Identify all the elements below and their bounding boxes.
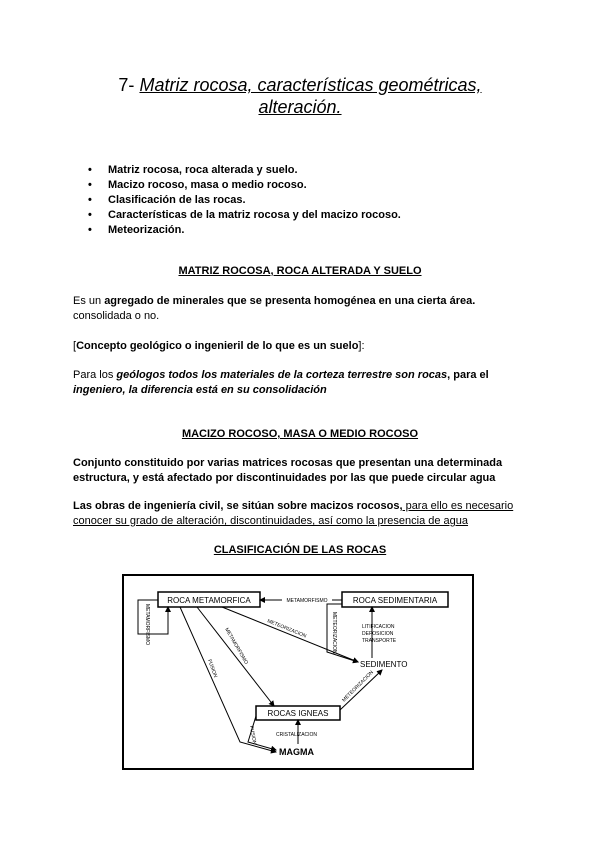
section1-paragraph1 [73,294,543,324]
label-meteorizacion-1: METEORIZACION [266,618,308,640]
p3-text-c: , para el [447,369,489,381]
box-roca-metamorfica-label: ROCA METAMORFICA [167,596,251,605]
section2-heading: MACIZO ROCOSO, MASA O MEDIO ROCOSO [181,428,419,440]
label-fusion-1: FUSION [206,658,219,679]
p2-text-bold: Concepto geológico o ingenieril de lo que es un suelo [76,340,359,352]
node-magma: MAGMA [279,747,314,757]
box-roca-sedimentaria-label: ROCA SEDIMENTARIA [352,596,438,605]
toc-item: • Características de la matriz rocosa y del macizo rocoso. [88,208,401,223]
toc-item: • Macizo rocoso, masa o medio rocoso. [88,178,401,193]
p3-text-bold-italic: geólogos todos los materiales de la corteza terrestre son rocas [116,369,448,381]
toc-item: • Meteorización. [88,223,401,238]
section3-heading: CLASIFICACIÓN DE LAS ROCAS [213,544,387,556]
rock-cycle-diagram [122,574,474,770]
toc-item: • Matriz rocosa, roca alterada y suelo. [88,163,401,178]
toc-item: • Clasificación de las rocas. [88,193,401,208]
s2-p2-bold: Las obras de ingeniería civil, se sitúan sobre macizos rocosos, [73,500,403,512]
box-rocas-igneas-label: ROCAS IGNEAS [267,709,329,718]
title-text-line1: Matriz rocosa, características geométricas, [139,75,482,95]
label-transporte: TRANSPORTE [362,638,397,644]
label-meteorizacion-2: METEORIZACION [331,612,337,654]
p2-open: [ [73,340,77,352]
label-metamorfismo-diag: METAMORFISMO [223,627,249,666]
p3-text-a: Para los [73,369,117,381]
arrow-meteorizacion-3 [340,670,382,710]
label-meteorizacion-3: METEORIZACION [341,669,375,704]
label-cristalizacion: CRISTALIZACION [276,732,318,738]
table-of-contents [88,163,401,238]
p1-text-c: consolidada o no. [73,310,160,322]
p2-close: ]: [358,340,365,352]
section2-paragraph2 [73,499,543,529]
s2-p2-underlined: para ello es necesario conocer su grado de alteración, discontinuidades, así como la presencia de agua [73,500,514,527]
label-metamorfismo-top: METAMORFISMO [286,598,328,604]
label-deposicion: DEPOSICION [362,631,394,637]
section1-paragraph3 [73,368,543,398]
arrow-metamorfismo-diag [197,607,274,706]
section1-paragraph2 [73,339,543,354]
label-litificacion: LITIFICACION [362,624,395,630]
node-sedimento: SEDIMENTO [360,660,408,669]
label-metamorfismo-loop: METAMORFISMO [144,604,150,646]
p1-text-a: Es un [73,295,105,307]
label-fusion-2: FUSION [248,725,258,745]
page-title [60,74,540,118]
p3-text-d: ingeniero, la diferencia está en su consolidación [73,384,327,396]
p1-text-bold: agregado de minerales que se presenta homogénea en una cierta área. [104,295,476,307]
section1-heading: MATRIZ ROCOSA, ROCA ALTERADA Y SUELO [178,265,422,277]
title-number: 7- [118,75,135,95]
section2-paragraph1: Conjunto constituido por varias matrices rocosas que presentan una determinada estructura, y está afectado por discontinuidades por las que puede circular agua [73,457,503,484]
title-text-line2: alteración. [258,97,342,117]
